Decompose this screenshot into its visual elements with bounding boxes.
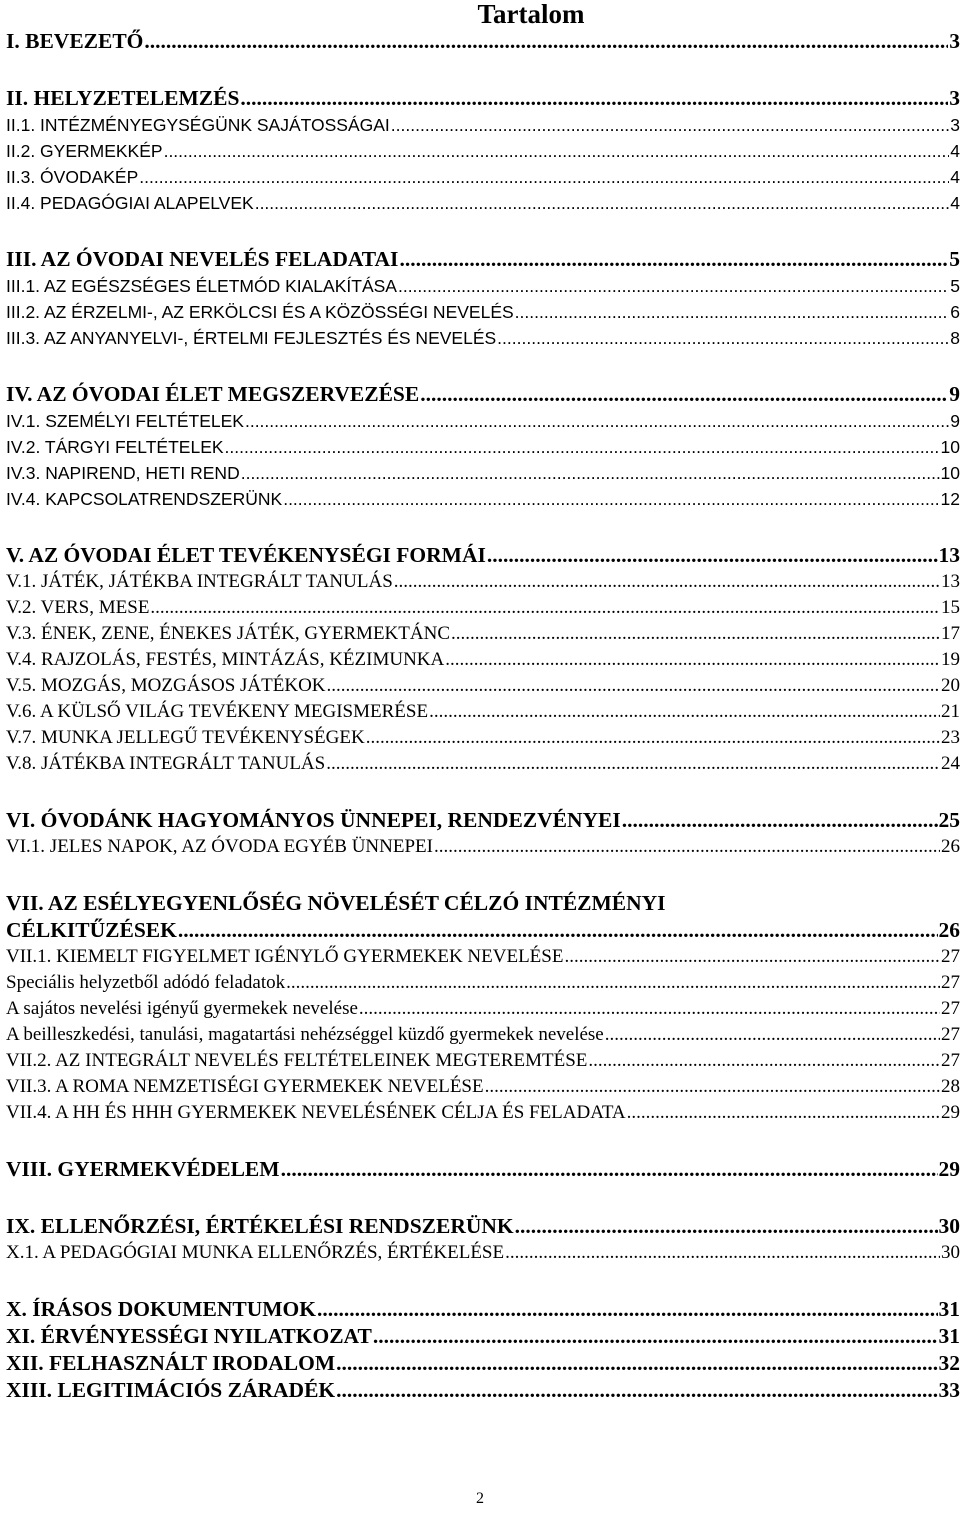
toc-entry-title: IX. ELLENŐRZÉSI, ÉRTÉKELÉSI RENDSZERÜNK <box>6 1214 514 1238</box>
toc-entry-page: 29 <box>941 1102 960 1123</box>
toc-entry[interactable] <box>6 434 960 460</box>
toc-entry-title: VII.4. A HH ÉS HHH GYERMEKEK NEVELÉSÉNEK CÉLJA ÉS FELADATA <box>6 1102 626 1123</box>
toc-entry[interactable] <box>6 1156 960 1183</box>
toc-entry-title: VI.1. JELES NAPOK, AZ ÓVODA EGYÉB ÜNNEPEI <box>6 836 433 857</box>
toc-leader-dots <box>487 542 938 569</box>
toc-leader-dots <box>399 246 948 273</box>
toc-entry-page: 33 <box>938 1378 960 1402</box>
toc-leader-dots <box>286 970 940 996</box>
toc-leader-dots <box>144 28 948 55</box>
toc-entry-page: 28 <box>941 1076 960 1097</box>
toc-entry-page: 4 <box>950 167 960 187</box>
toc-entry-title: II.1. INTÉZMÉNYEGYSÉGÜNK SAJÁTOSSÁGAI <box>6 115 390 135</box>
toc-leader-dots <box>564 944 940 970</box>
toc-leader-dots <box>445 647 940 673</box>
table-of-contents <box>6 28 960 1404</box>
toc-entry[interactable] <box>6 542 960 569</box>
toc-entry-page: 8 <box>950 328 960 348</box>
toc-entry-title: V.8. JÁTÉKBA INTEGRÁLT TANULÁS <box>6 753 326 774</box>
toc-entry[interactable] <box>6 1323 960 1350</box>
toc-entry-page: 4 <box>950 141 960 161</box>
toc-entry-title: VI. ÓVODÁNK HAGYOMÁNYOS ÜNNEPEI, RENDEZVÉNYEI <box>6 808 621 832</box>
toc-entry-page: 26 <box>938 918 960 942</box>
toc-entry-page: 31 <box>938 1297 960 1321</box>
toc-entry[interactable] <box>6 834 960 860</box>
toc-entry-page: 3 <box>949 29 960 53</box>
toc-leader-dots <box>451 621 940 647</box>
toc-entry[interactable] <box>6 85 960 112</box>
toc-entry-page: 29 <box>938 1157 960 1181</box>
toc-entry-page: 6 <box>950 302 960 322</box>
toc-entry[interactable] <box>6 1022 960 1048</box>
toc-entry-title: V.5. MOZGÁS, MOZGÁSOS JÁTÉKOK <box>6 675 326 696</box>
toc-entry-page: 27 <box>941 972 960 993</box>
toc-entry-title: XII. FELHASZNÁLT IRODALOM <box>6 1351 336 1375</box>
toc-entry[interactable] <box>6 1377 960 1404</box>
toc-entry-title: V.3. ÉNEK, ZENE, ÉNEKES JÁTÉK, GYERMEKTÁNC <box>6 623 451 644</box>
toc-entry-title: I. BEVEZETŐ <box>6 29 144 53</box>
toc-leader-dots <box>326 751 940 777</box>
toc-entry-page: 30 <box>941 1242 960 1263</box>
toc-entry[interactable] <box>6 486 960 512</box>
toc-entry-page: 27 <box>941 946 960 967</box>
toc-entry-title: V.7. MUNKA JELLEGŰ TEVÉKENYSÉGEK <box>6 727 365 748</box>
toc-entry[interactable] <box>6 996 960 1022</box>
toc-entry[interactable] <box>6 569 960 595</box>
toc-entry-title: II. HELYZETELEMZÉS <box>6 86 240 110</box>
toc-entry-title: VII. AZ ESÉLYEGYENLŐSÉG NÖVELÉSÉT CÉLZÓ INTÉZMÉNYI <box>6 891 666 915</box>
toc-leader-dots <box>605 1022 940 1048</box>
toc-entry[interactable] <box>6 246 960 273</box>
toc-leader-dots <box>178 917 938 944</box>
toc-entry-title: II.4. PEDAGÓGIAI ALAPELVEK <box>6 193 254 213</box>
toc-leader-dots <box>255 190 950 216</box>
toc-leader-dots <box>359 996 940 1022</box>
toc-entry-title: IV.3. NAPIREND, HETI REND <box>6 463 240 483</box>
toc-entry[interactable] <box>6 595 960 621</box>
toc-entry[interactable] <box>6 1100 960 1126</box>
toc-entry-page: 3 <box>950 115 960 135</box>
toc-entry-page: 13 <box>938 543 960 567</box>
toc-leader-dots <box>394 569 940 595</box>
toc-leader-dots <box>485 1074 940 1100</box>
toc-entry-page: 13 <box>941 571 960 592</box>
toc-entry-page: 19 <box>941 649 960 670</box>
toc-entry-page: 23 <box>941 727 960 748</box>
toc-entry[interactable] <box>6 807 960 834</box>
toc-entry-page: 15 <box>941 597 960 618</box>
toc-entry-page: 17 <box>941 623 960 644</box>
toc-entry[interactable] <box>6 1213 960 1240</box>
toc-entry-title: VII.3. A ROMA NEMZETISÉGI GYERMEKEK NEVELÉSE <box>6 1076 484 1097</box>
toc-entry-title: III.2. AZ ÉRZELMI-, AZ ERKÖLCSI ÉS A KÖZÖSSÉGI NEVELÉS <box>6 302 514 322</box>
toc-entry[interactable] <box>6 751 960 777</box>
toc-entry-page: 10 <box>940 463 960 483</box>
toc-leader-dots <box>373 1323 938 1350</box>
toc-entry-title: A beilleszkedési, tanulási, magatartási nehézséggel küzdő gyermekek nevelése <box>6 1024 604 1045</box>
toc-leader-dots <box>240 85 948 112</box>
toc-entry-title: VII.1. KIEMELT FIGYELMET IGÉNYLŐ GYERMEKEK NEVELÉSE <box>6 946 564 967</box>
toc-entry-page: 27 <box>941 998 960 1019</box>
toc-leader-dots <box>241 460 940 486</box>
toc-entry[interactable] <box>6 673 960 699</box>
toc-entry[interactable] <box>6 299 960 325</box>
toc-entry-title: IV.4. KAPCSOLATRENDSZERÜNK <box>6 489 283 509</box>
toc-leader-dots <box>336 1350 937 1377</box>
toc-entry-title: XIII. LEGITIMÁCIÓS ZÁRADÉK <box>6 1378 336 1402</box>
toc-entry[interactable] <box>6 164 960 190</box>
toc-entry[interactable] <box>6 970 960 996</box>
toc-entry[interactable] <box>6 1350 960 1377</box>
toc-entry-title: III.3. AZ ANYANYELVI-, ÉRTELMI FEJLESZTÉS ÉS NEVELÉS <box>6 328 497 348</box>
toc-entry-title: V. AZ ÓVODAI ÉLET TEVÉKENYSÉGI FORMÁI <box>6 543 486 567</box>
toc-leader-dots <box>139 164 949 190</box>
toc-leader-dots <box>245 408 949 434</box>
toc-entry-page: 27 <box>941 1024 960 1045</box>
toc-leader-dots <box>150 595 940 621</box>
toc-entry[interactable] <box>6 1240 960 1266</box>
toc-entry-page: 32 <box>938 1351 960 1375</box>
toc-leader-dots <box>281 1156 938 1183</box>
toc-entry-heading-line[interactable] <box>6 890 960 917</box>
toc-entry-title: A sajátos nevelési igényű gyermekek nevelése <box>6 998 358 1019</box>
toc-entry-title: II.2. GYERMEKKÉP <box>6 141 163 161</box>
toc-leader-dots <box>588 1048 940 1074</box>
toc-leader-dots <box>317 1296 938 1323</box>
toc-entry[interactable] <box>6 112 960 138</box>
toc-entry-title: V.4. RAJZOLÁS, FESTÉS, MINTÁZÁS, KÉZIMUNKA <box>6 649 445 670</box>
toc-entry-page: 5 <box>950 276 960 296</box>
toc-entry[interactable] <box>6 1074 960 1100</box>
toc-entry-title: IV. AZ ÓVODAI ÉLET MEGSZERVEZÉSE <box>6 382 420 406</box>
toc-entry[interactable] <box>6 325 960 351</box>
toc-leader-dots <box>505 1240 940 1266</box>
toc-leader-dots <box>225 434 940 460</box>
toc-entry[interactable] <box>6 460 960 486</box>
toc-entry-title: X. ÍRÁSOS DOKUMENTUMOK <box>6 1297 316 1321</box>
toc-leader-dots <box>497 325 949 351</box>
toc-leader-dots <box>283 486 939 512</box>
toc-leader-dots <box>164 138 950 164</box>
toc-entry-page: 3 <box>949 86 960 110</box>
toc-leader-dots <box>434 834 940 860</box>
toc-entry[interactable] <box>6 408 960 434</box>
toc-leader-dots <box>398 273 949 299</box>
toc-entry-page: 12 <box>940 489 960 509</box>
toc-entry[interactable] <box>6 1296 960 1323</box>
toc-entry-title: Speciális helyzetből adódó feladatok <box>6 972 286 993</box>
toc-entry[interactable] <box>6 725 960 751</box>
toc-entry[interactable] <box>6 647 960 673</box>
toc-leader-dots <box>515 1213 938 1240</box>
toc-entry-page: 10 <box>940 437 960 457</box>
document-title: Tartalom <box>477 0 585 29</box>
toc-entry-page: 21 <box>941 701 960 722</box>
toc-entry-page: 9 <box>949 382 960 406</box>
toc-entry-title: XI. ÉRVÉNYESSÉGI NYILATKOZAT <box>6 1324 372 1348</box>
page-number: 2 <box>476 1490 484 1507</box>
toc-entry[interactable] <box>6 28 960 55</box>
toc-entry-title: X.1. A PEDAGÓGIAI MUNKA ELLENŐRZÉS, ÉRTÉKELÉSE <box>6 1242 505 1263</box>
toc-entry-title: VII.2. AZ INTEGRÁLT NEVELÉS FELTÉTELEINEK MEGTEREMTÉSE <box>6 1050 588 1071</box>
toc-entry[interactable] <box>6 944 960 970</box>
toc-entry[interactable] <box>6 381 960 408</box>
toc-leader-dots <box>336 1377 937 1404</box>
toc-leader-dots <box>429 699 940 725</box>
toc-entry-title: II.3. ÓVODAKÉP <box>6 167 139 187</box>
toc-entry[interactable] <box>6 621 960 647</box>
toc-entry-page: 26 <box>941 836 960 857</box>
toc-entry[interactable] <box>6 138 960 164</box>
toc-entry-page: 4 <box>950 193 960 213</box>
toc-leader-dots <box>420 381 948 408</box>
toc-entry-page: 25 <box>938 808 960 832</box>
toc-leader-dots <box>515 299 950 325</box>
toc-entry-page: 27 <box>941 1050 960 1071</box>
toc-entry-title: IV.2. TÁRGYI FELTÉTELEK <box>6 437 224 457</box>
toc-entry-page: 9 <box>950 411 960 431</box>
toc-entry[interactable] <box>6 1048 960 1074</box>
toc-leader-dots <box>627 1100 940 1126</box>
toc-entry-page: 30 <box>938 1214 960 1238</box>
toc-leader-dots <box>366 725 940 751</box>
toc-entry-title: CÉLKITŰZÉSEK <box>6 918 177 942</box>
toc-entry[interactable] <box>6 273 960 299</box>
toc-entry-title: IV.1. SZEMÉLYI FELTÉTELEK <box>6 411 244 431</box>
toc-entry-title: V.2. VERS, MESE <box>6 597 150 618</box>
toc-entry-title: III. AZ ÓVODAI NEVELÉS FELADATAI <box>6 247 399 271</box>
toc-entry[interactable] <box>6 190 960 216</box>
toc-entry[interactable] <box>6 917 960 944</box>
toc-entry-title: VIII. GYERMEKVÉDELEM <box>6 1157 280 1181</box>
toc-leader-dots <box>391 112 949 138</box>
toc-entry-page: 31 <box>938 1324 960 1348</box>
toc-entry-title: V.1. JÁTÉK, JÁTÉKBA INTEGRÁLT TANULÁS <box>6 571 393 592</box>
toc-entry-title: V.6. A KÜLSŐ VILÁG TEVÉKENY MEGISMERÉSE <box>6 701 429 722</box>
toc-leader-dots <box>622 807 938 834</box>
toc-leader-dots <box>327 673 940 699</box>
toc-entry[interactable] <box>6 699 960 725</box>
toc-entry-title: III.1. AZ EGÉSZSÉGES ÉLETMÓD KIALAKÍTÁSA <box>6 276 397 296</box>
toc-entry-page: 5 <box>949 247 960 271</box>
toc-entry-page: 24 <box>941 753 960 774</box>
toc-entry-page: 20 <box>941 675 960 696</box>
